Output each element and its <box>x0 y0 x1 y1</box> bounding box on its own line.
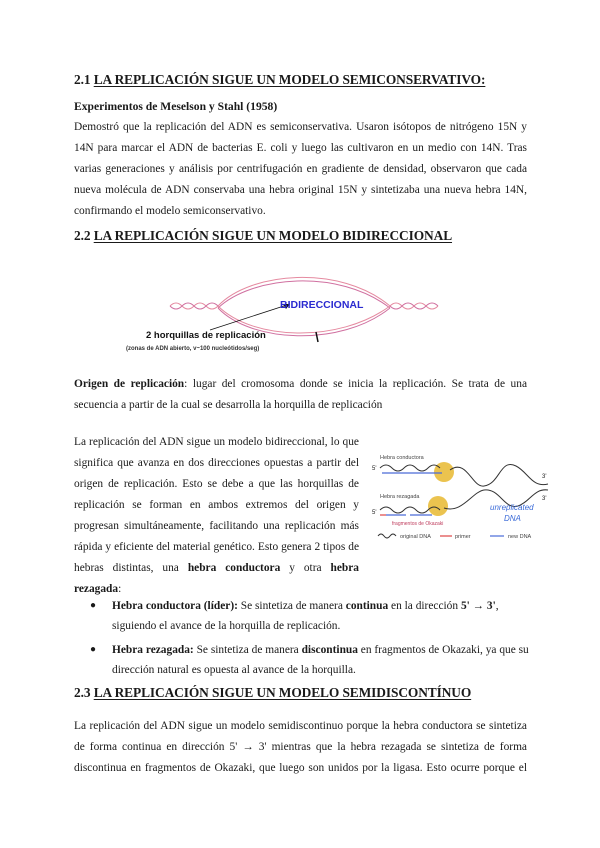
text-line: siguiendo el avance de la horquilla de replicación. <box>112 620 341 632</box>
fork-caption-detail: (zonas de ADN abierto, v~100 nucleótidos/seg) <box>126 346 260 352</box>
subheading-meselson-stahl: Experimentos de Meselson y Stahl (1958) <box>74 100 278 113</box>
bidireccional-label: BIDIRECCIONAL <box>280 299 364 311</box>
section-heading-2-2 <box>74 228 452 244</box>
text-fragment: en la dirección <box>388 600 461 612</box>
five-prime-bottom: 5' <box>372 510 377 516</box>
text-fragment: hebras distintas, una <box>74 562 188 574</box>
three-prime-top: 3' <box>542 474 547 480</box>
term-continua: continua <box>345 600 389 612</box>
bullet-icon: ● <box>90 600 97 611</box>
term-hebra: hebra <box>330 562 359 574</box>
text-fragment: y otra <box>280 562 331 574</box>
section-title: LA REPLICACIÓN SIGUE UN MODELO SEMIDISCONTÍNUO <box>93 685 472 700</box>
leading-strand-label: Hebra conductora <box>380 455 424 461</box>
term-discontinua: discontinua <box>301 644 358 656</box>
okazaki-label: fragmentos de Okazaki <box>392 521 444 527</box>
section-number: 2.2 <box>74 228 91 243</box>
text-line <box>74 558 359 579</box>
polymerase-blob-bottom <box>428 496 448 516</box>
term-rezagada: rezagada <box>74 583 119 595</box>
section-number: 2.3 <box>74 685 91 700</box>
lagging-strand-label: Hebra rezagada <box>380 494 420 500</box>
section-heading-2-3 <box>74 685 471 701</box>
term-hebra-conductora: hebra conductora <box>187 562 281 574</box>
five-prime-top: 5' <box>372 466 377 472</box>
text-line: La replicación del ADN sigue un modelo bidireccional, lo que <box>74 436 359 448</box>
paragraph-meselson <box>74 117 527 222</box>
parental-strand-top <box>450 464 548 486</box>
replication-bubble-figure <box>126 262 470 362</box>
direction-5-3: 5' → 3' <box>460 600 496 612</box>
section-title: LA REPLICACIÓN SIGUE UN MODELO BIDIRECCIONAL <box>93 228 453 243</box>
left-duplex <box>170 303 218 309</box>
legend-primer-label: primer <box>455 534 471 540</box>
text-line: confirmando el modelo semiconservativo. <box>74 205 266 217</box>
arrow-line <box>210 304 290 330</box>
text-fragment: : <box>118 583 122 595</box>
legend-new-label: new DNA <box>508 534 532 540</box>
paragraph-semidiscontinuous <box>74 716 527 779</box>
leading-template <box>380 465 440 471</box>
text-line: dirección natural es opuesta al avance de la horquilla. <box>112 664 356 676</box>
term-lagging: Hebra rezagada: <box>112 644 194 656</box>
fork-marker <box>316 332 318 342</box>
strand-types-list <box>90 596 530 684</box>
text-line: La replicación del ADN sigue un modelo semidiscontinuo porque la hebra conductora se sintetiza <box>74 720 527 732</box>
text-fragment: en fragmentos de Okazaki, ya que su <box>357 644 529 656</box>
text-line <box>112 596 530 616</box>
text-line: Demostró que la replicación del ADN es semiconservativa. Usaron isótopos de nitrógeno 15N y <box>74 121 527 133</box>
text-line: progresan simultáneamente, facilitando una replicación más <box>74 520 359 532</box>
legend-original-swatch <box>378 534 396 538</box>
text-line: rápida y eficiente del material genético. Esto genera 2 tipos de <box>74 541 359 553</box>
legend-original-label: original DNA <box>400 534 431 540</box>
section-heading-2-1 <box>74 72 485 88</box>
unreplicated-label-dna: DNA <box>504 514 521 523</box>
list-item-lagging <box>90 640 530 680</box>
unreplicated-label: unreplicated <box>490 503 534 512</box>
paragraph-bidirectional <box>74 432 359 600</box>
bullet-icon: ● <box>90 644 97 655</box>
replication-fork-figure <box>372 448 552 548</box>
text-fragment: Se sintetiza de manera <box>237 600 346 612</box>
text-line <box>112 640 530 660</box>
text-fragment: , <box>495 600 499 612</box>
three-prime-bottom: 3' <box>542 496 547 502</box>
origin-definition: : lugar del cromosoma donde se inicia la replicación. Se trata de una <box>184 378 527 390</box>
text-line: secuencia a partir de la cual se desarrolla la horquilla de replicación <box>74 399 383 411</box>
section-title: LA REPLICACIÓN SIGUE UN MODELO SEMICONSERVATIVO: <box>93 72 486 87</box>
paragraph-origin <box>74 374 527 416</box>
text-line: 14N para marcar el ADN de bacterias E. coli y luego las cultivaron en un medio con 14N. Tras <box>74 142 527 154</box>
text-line: varias generaciones y análisis por centrifugación en gradiente de densidad, observaron que cada <box>74 163 527 175</box>
list-item-leading <box>90 596 530 636</box>
text-fragment: Se sintetiza de manera <box>193 644 302 656</box>
text-line: origen de replicación. Esto se debe a que las horquillas de <box>74 478 359 490</box>
text-line: significa que avanza en dos direcciones opuestas a partir del <box>74 457 359 469</box>
text-line: replicación se forman en ambos extremos del origen y <box>74 499 359 511</box>
section-number: 2.1 <box>74 72 91 87</box>
text-line: de forma continua en dirección 5' → 3' mientras que la hebra rezagada se sintetiza de forma <box>74 741 527 753</box>
fork-caption: 2 horquillas de replicación <box>146 330 266 341</box>
text-line: nueva molécula de ADN conservaba una hebra original 15N y sintetizaba una nueva hebra 14N, <box>74 184 527 196</box>
term-origin: Origen de replicación <box>74 378 185 390</box>
polymerase-blob-top <box>434 462 454 482</box>
text-line: discontinua en fragmentos de Okazaki, que luego son unidos por la ligasa. Esto ocurre porque el <box>74 762 527 774</box>
text-line <box>74 374 527 395</box>
term-leading: Hebra conductora (líder): <box>112 600 238 612</box>
right-duplex <box>390 303 438 309</box>
